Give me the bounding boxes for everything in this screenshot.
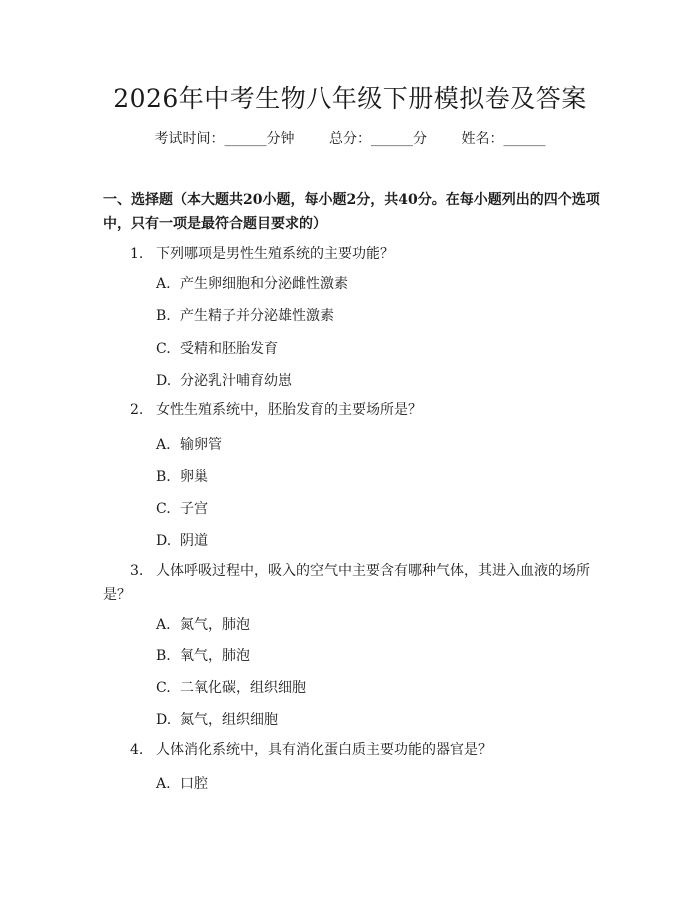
q2-option-d: [156, 530, 208, 552]
option-letter: B.: [156, 469, 171, 485]
question-text-line-2: 是？: [103, 587, 131, 603]
option-text: 卵巢: [180, 469, 208, 485]
total-score-unit: 分: [413, 131, 427, 147]
question-text: 下列哪项是男性生殖系统的主要功能？: [156, 246, 394, 262]
q2-option-c: [156, 498, 208, 520]
option-letter: D.: [156, 533, 172, 549]
question-2: [130, 397, 422, 423]
q4-option-a: [156, 773, 208, 795]
exam-time-blank: ______: [224, 131, 267, 147]
question-3-continuation: [103, 582, 131, 608]
student-name-blank: ______: [503, 131, 546, 147]
total-score-blank: ______: [371, 131, 413, 147]
option-text: 受精和胚胎发育: [180, 341, 278, 357]
option-text: 产生精子并分泌雄性激素: [180, 308, 334, 324]
option-letter: C.: [156, 680, 171, 696]
q3-option-a: [156, 614, 250, 636]
q3-option-d: [156, 709, 278, 731]
option-text: 阴道: [180, 533, 208, 549]
q1-option-b: [156, 305, 334, 327]
total-score-label: 总分：: [329, 131, 371, 147]
option-letter: C.: [156, 341, 171, 357]
question-number: 4.: [130, 742, 144, 758]
q3-option-b: [156, 645, 250, 667]
exam-time-unit: 分钟: [266, 131, 295, 147]
option-text: 氮气，肺泡: [180, 617, 250, 633]
option-letter: D.: [156, 712, 172, 728]
question-4: [130, 737, 492, 763]
q1-option-c: [156, 338, 278, 360]
question-1: [130, 241, 394, 267]
q3-option-c: [156, 677, 306, 699]
student-name-label: 姓名：: [461, 131, 504, 147]
total-score: [329, 131, 427, 147]
question-text-line-1: 人体呼吸过程中，吸入的空气中主要含有哪种气体，其进入血液的场所: [156, 563, 590, 579]
option-letter: A.: [156, 617, 171, 633]
option-letter: B.: [156, 648, 171, 664]
question-3: [130, 558, 590, 584]
option-letter: B.: [156, 308, 171, 324]
option-text: 氧气，肺泡: [180, 648, 250, 664]
page-title: 2026年中考生物八年级下册模拟卷及答案: [113, 84, 587, 113]
exam-time: [155, 131, 295, 147]
option-text: 分泌乳汁哺育幼崽: [180, 373, 292, 389]
option-text: 口腔: [180, 776, 208, 792]
option-text: 子宫: [180, 501, 208, 517]
q1-option-d: [156, 370, 292, 392]
option-letter: A.: [156, 776, 171, 792]
question-text: 女性生殖系统中，胚胎发育的主要场所是？: [156, 402, 422, 418]
student-name: [461, 131, 545, 147]
exam-time-label: 考试时间：: [154, 131, 225, 147]
q2-option-a: [156, 434, 222, 456]
question-number: 1.: [130, 246, 144, 262]
q1-option-a: [156, 273, 348, 295]
option-text: 二氧化碳，组织细胞: [180, 680, 306, 696]
option-text: 氮气，组织细胞: [180, 712, 278, 728]
exam-info-line: [0, 128, 700, 150]
option-letter: D.: [156, 373, 172, 389]
option-letter: A.: [156, 437, 171, 453]
q2-option-b: [156, 466, 208, 488]
question-text: 人体消化系统中，具有消化蛋白质主要功能的器官是？: [156, 742, 492, 758]
option-text: 产生卵细胞和分泌雌性激素: [180, 276, 348, 292]
section-heading: 一、选择题（本大题共20小题，每小题2分，共40分。在每小题列出的四个选项中，只有一项是最符合题目要求的）: [103, 192, 600, 232]
option-letter: C.: [156, 501, 171, 517]
question-number: 3.: [130, 563, 144, 579]
question-number: 2.: [130, 402, 144, 418]
option-letter: A.: [156, 276, 171, 292]
option-text: 输卵管: [180, 437, 222, 453]
